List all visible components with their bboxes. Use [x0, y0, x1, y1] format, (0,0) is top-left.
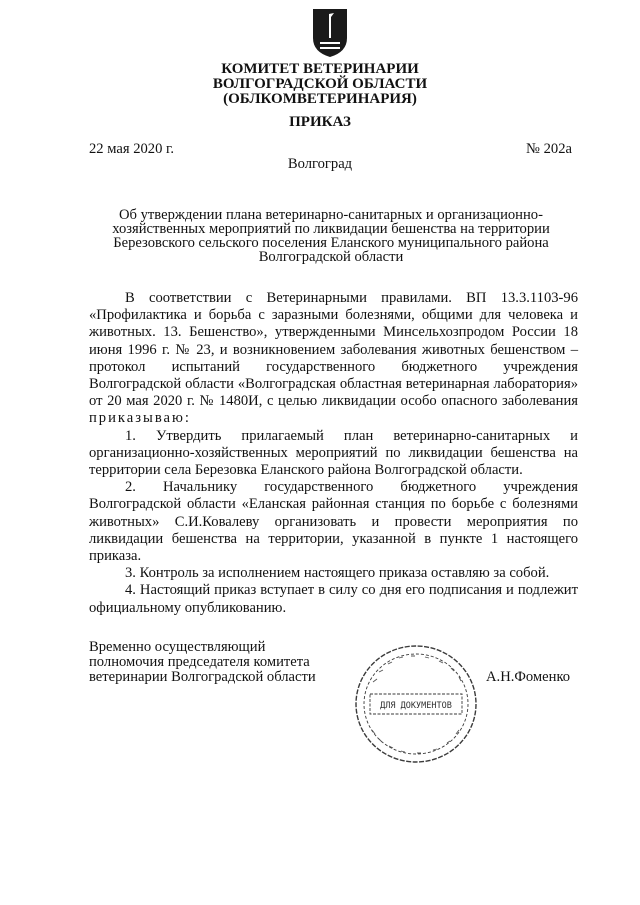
item-1: 1. Утвердить прилагаемый план ветеринарно-санитарных и организационно-хозяйственных мероприятий по ликвидации бешенства на территории села Березовка Еланского района Волгоградской области.	[89, 427, 578, 479]
intro-text: В соответствии с Ветеринарными правилами. ВП 13.3.1103-96 «Профилактика и борьба с заразными болезнями, общими для человека и животных. 13. Бешенство», утвержденными Минсельхозпродом России 18 июня 1996 г. № 23, и возникновением заболевания животных бешенством – протокол испытаний государственного бюджетного учреждения Волгоградской области «Волгоградская областная ветеринарная лаборатория» от 20 мая 2020 г. № 1480И, с целью ликвидации особо опасного заболевания	[89, 290, 578, 410]
doc-city: Волгоград	[287, 156, 353, 172]
item-4: 4. Настоящий приказ вступает в силу со дня его подписания и подлежит официальному опубликованию.	[89, 582, 578, 616]
stamp-text: ДЛЯ ДОКУМЕНТОВ	[380, 701, 452, 711]
doc-number: № 202а	[526, 141, 572, 157]
signatory-line: ветеринарии Волгоградской области	[89, 669, 316, 685]
org-name-line1: КОМИТЕТ ВЕТЕРИНАРИИ	[221, 61, 419, 77]
org-name-line3: (ОБЛКОМВЕТЕРИНАРИЯ)	[223, 91, 417, 107]
coat-of-arms-emblem	[312, 8, 348, 58]
doc-type: ПРИКАЗ	[289, 114, 351, 130]
item-3: 3. Контроль за исполнением настоящего приказа оставляю за собой.	[125, 565, 550, 582]
official-stamp	[353, 642, 479, 766]
doc-date: 22 мая 2020 г.	[89, 141, 175, 157]
org-name-line2: ВОЛГОГРАДСКОЙ ОБЛАСТИ	[212, 76, 428, 92]
doc-body	[89, 290, 578, 617]
title-line: Березовского сельского поселения Еланского муниципального района	[113, 235, 549, 251]
doc-title	[100, 208, 562, 264]
order-word: приказываю	[89, 410, 185, 427]
title-line: Об утверждении плана ветеринарно-санитарных и организационно-	[119, 207, 543, 223]
intro-paragraph	[89, 290, 578, 428]
item-2: 2. Начальнику государственного бюджетного учреждения Волгоградской области «Еланская районная станция по борьбе с болезнями животных» С.И.Ковалеву организовать и провести мероприятия по ликвидации бешенства на территории, указанной в пункте 1 настоящего приказа.	[89, 479, 578, 565]
signatory-title	[89, 640, 316, 685]
title-line: хозяйственных мероприятий по ликвидации бешенства на территории	[112, 221, 550, 237]
title-line: Волгоградской области	[258, 249, 404, 265]
signatory-line: полномочия председателя комитета	[89, 654, 310, 670]
order-suffix: :	[184, 410, 189, 427]
signatory-line: Временно осуществляющий	[89, 639, 266, 655]
signatory-name: А.Н.Фоменко	[486, 669, 571, 685]
